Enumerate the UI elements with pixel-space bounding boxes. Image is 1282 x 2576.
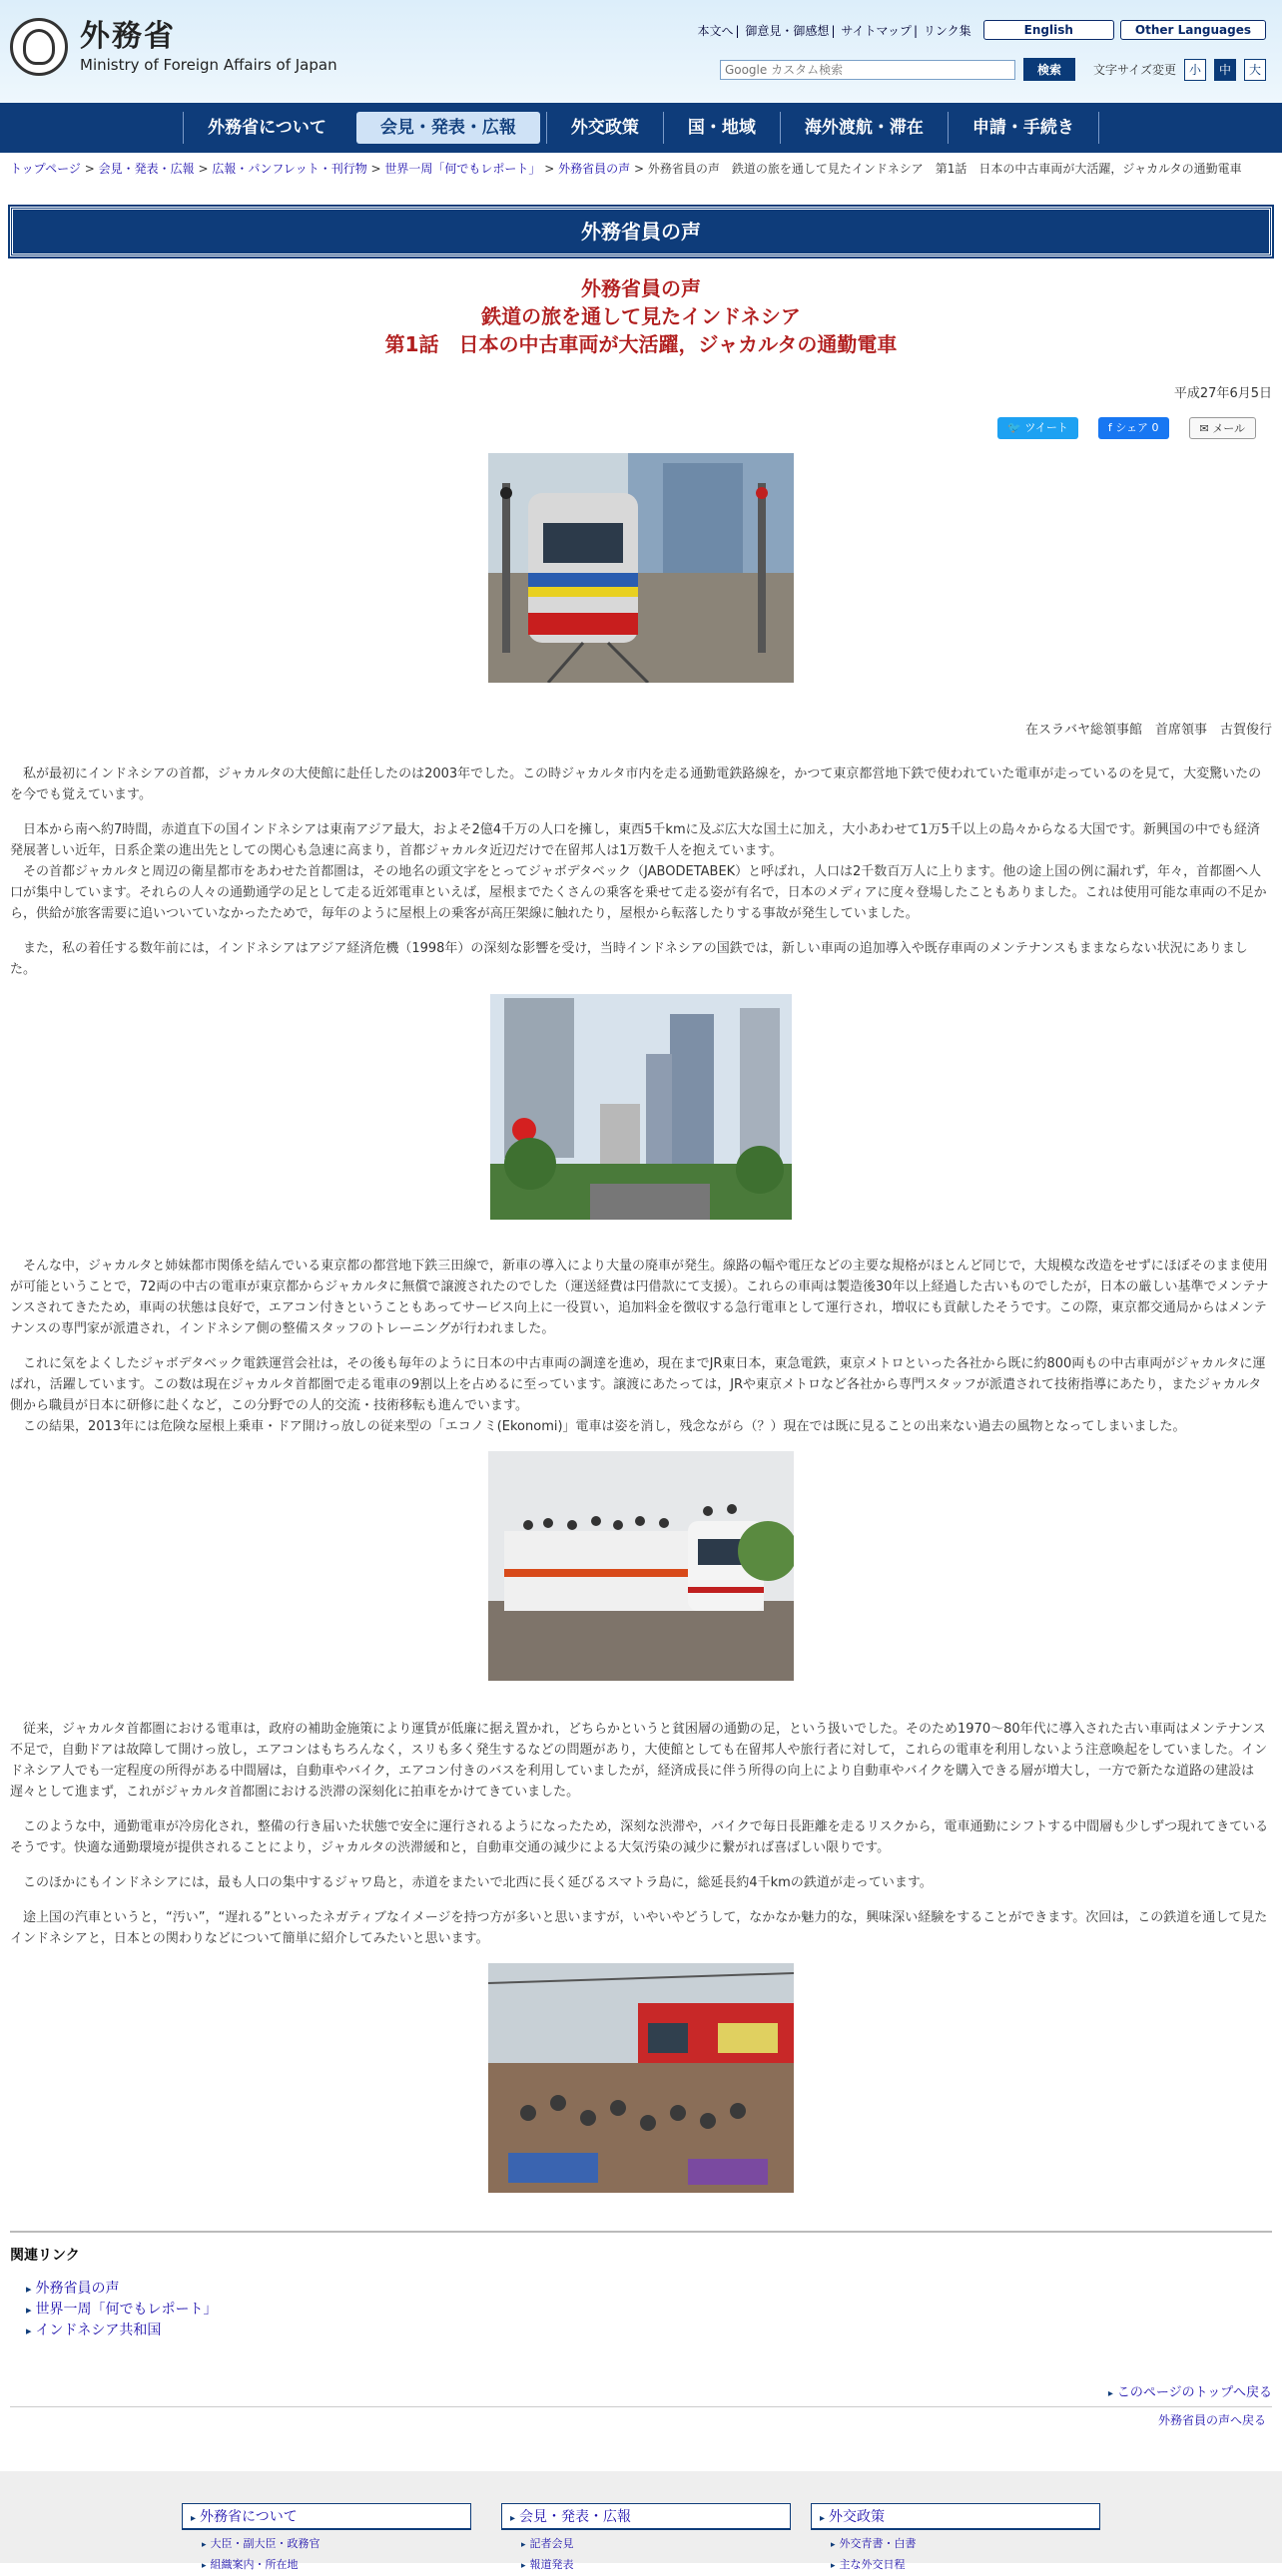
footer-col-press-title[interactable]: ▸ 会見・発表・広報 <box>501 2503 791 2530</box>
publish-date: 平成27年6月5日 <box>1173 386 1272 401</box>
paragraph-6: これに気をよくしたジャボデタベック電鉄運営会社は，その後も毎年のように日本の中古車両の調達を進め，現在までJR東日本，東急電鉄，東京メトロといった各社から既に約800両もの中古車両がジャカルタに運ばれ，活躍しています。この数は現在ジャカルタ首都圏で走る電車の9割以上を占めるに至っています。譲渡にあたっては，JRや東京メトロなど各社から専門スタッフが派遣されて技術指導にあたり，またジャカルタ側から職員が日本に研修に赴くなど，この分野での人的交流・技術移転も進んでいます。 <box>10 1356 1266 1413</box>
logo-japanese: 外務省 <box>80 19 176 54</box>
font-size-label: 文字サイズ変更 <box>1092 63 1176 77</box>
util-link-links[interactable]: リンク集 <box>923 23 971 38</box>
other-languages-button[interactable]: Other Languages <box>1120 20 1266 40</box>
search-input[interactable] <box>720 60 1015 80</box>
footer-link-press-release[interactable]: 報道発表 <box>529 2558 574 2571</box>
paragraph-2: 日本から南へ約7時間，赤道直下の国インドネシアは東南アジア最大，およそ2億4千万の人口を擁し，東西5千kmに及ぶ広大な国土に加え，大小あわせて1万5千以上の島々からなる大国です。新興国の中でも経済発展著しい近年，日系企業の進出先としての関心も急速に高まり，首都ジャカルタ近辺だけで在留邦人は1万数千人を抱えています。 <box>10 822 1260 858</box>
tweet-button[interactable]: 🐦 ツイート <box>997 417 1078 439</box>
paragraph-3: その首都ジャカルタと周辺の衛星都市をあわせた首都圏は，その地名の頭文字をとってジャボデタベック（JABODETABEK）と呼ばれ，人口は2千数百万人に上ります。他の途上国の例に漏れず，年々，首都圏へ人口が集中しています。それらの人々の通勤通学の足として走る近郊電車といえば，屋根までたくさんの乗客を乗せて走る姿が有名で，日本のメディアに度々登場したこともありました。これは使用可能な車両の不足から，供給が旅客需要に追いついていなかったためで，毎年のように屋根上の乗客が高圧架線に触れたり，屋根から転落したりする事故が発生していました。 <box>10 864 1267 921</box>
related-link-staff-voice[interactable]: 外務省員の声 <box>35 2281 120 2297</box>
author: 在スラバヤ総領事館 首席領事 古賀俊行 <box>1024 723 1272 738</box>
breadcrumb-link-press[interactable]: 会見・発表・広報 <box>98 162 195 176</box>
nav-policy[interactable]: 外交政策 <box>546 112 663 144</box>
back-link-row <box>0 2411 1282 2428</box>
footer-col-policy-title[interactable]: ▸ 外交政策 <box>811 2503 1100 2530</box>
font-size-large[interactable]: 大 <box>1244 59 1266 81</box>
util-link-main-content[interactable]: 本文へ <box>697 23 734 38</box>
related-links-heading: 関連リンク <box>10 2248 80 2264</box>
font-size-medium[interactable]: 中 <box>1214 59 1236 81</box>
article-title-line-2: 鉄道の旅を通して見たインドネシア <box>481 304 801 328</box>
breadcrumb-link-publications[interactable]: 広報・パンフレット・刊行物 <box>212 162 367 176</box>
mail-icon: ✉ <box>1199 422 1213 435</box>
search-row <box>720 58 1266 81</box>
paragraph-11: 途上国の汽車というと，“汚い”，“遅れる”といったネガティブなイメージを持つ方が多いと思いますが，いやいやどうして，なかなか魅力的な，興味深い経験をすることができます。次回は，この鉄道を通して見たインドネシアと，日本との関わりなどについて簡単に紹介してみたいと思います。 <box>10 1910 1268 1946</box>
paragraph-9: このような中，通勤電車が冷房化され，整備の行き届いた状態で安全に運行されるようになったため，深刻な渋滞や，バイクで毎日長距離を走るリスクから，電車通勤にシフトする中間層も少しずつ現れてきているそうです。快適な通勤環境が提供されることにより，ジャカルタの渋滞緩和と，自動車交通の減少による大気汚染の減少に繋がれば喜ばしい限りです。 <box>10 1819 1269 1855</box>
search-button[interactable]: 検索 <box>1023 58 1075 81</box>
breadcrumb-current: 外務省員の声 鉄道の旅を通して見たインドネシア 第1話 日本の中古車両が大活躍，ジャカルタの通勤電車 <box>647 162 1242 176</box>
mofa-seal-icon <box>10 18 68 76</box>
related-link-world-report[interactable]: 世界一周「何でもレポート」 <box>35 2302 218 2318</box>
nav-regions[interactable]: 国・地域 <box>663 112 780 144</box>
related-links <box>0 2265 1282 2341</box>
breadcrumb-link-staff-voice[interactable]: 外務省員の声 <box>558 162 631 176</box>
nav-press[interactable]: 会見・発表・広報 <box>356 112 540 144</box>
footer-col-press <box>501 2503 791 2576</box>
site-header <box>0 0 1282 103</box>
paragraph-10: このほかにもインドネシアには，最も人口の集中するジャワ島と，赤道をまたいで北西に長く延びるスマトラ島に，総延長約4千kmの鉄道が走っています。 <box>10 1875 933 1890</box>
breadcrumb: トップページ > 会見・発表・広報 > 広報・パンフレット・刊行物 > 世界一周「何でもレポート」 > 外務省員の声 > 外務省員の声 鉄道の旅を通して見たインドネシア 第1話 日本の中古車両が大活躍，ジャカルタの通勤電車 <box>10 162 1242 176</box>
photo-rooftop-train <box>488 1451 794 1681</box>
nav-procedures[interactable]: 申請・手続き <box>948 112 1099 144</box>
share-buttons <box>0 417 1282 439</box>
footer-col-about-title[interactable]: ▸ 外務省について <box>182 2503 471 2530</box>
nav-about[interactable]: 外務省について <box>183 112 350 144</box>
site-footer <box>0 2471 1282 2571</box>
article-title-line-1: 外務省員の声 <box>581 276 701 300</box>
photo-commuter-train <box>488 453 794 683</box>
footer-link-schedule[interactable]: 主な外交日程 <box>839 2558 906 2571</box>
footer-link-organization[interactable]: 組織案内・所在地 <box>210 2558 299 2571</box>
section-title-bar: 外務省員の声 <box>10 207 1272 257</box>
page-top-link-row <box>0 2381 1282 2400</box>
photo-jakarta-skyline <box>490 994 792 1220</box>
paragraph-8: 従来，ジャカルタ首都圏における電車は，政府の補助金施策により運賃が低廉に据え置かれ，どちらかというと貧困層の通勤の足，という扱いでした。そのため1970～80年代に導入された古い車両はメンテナンス不足で，自動ドアは故障して開けっ放し，エアコンはもちろんなく，スリも多く発生するなどの問題があり，大使館としても在留邦人や旅行者に対して，これらの電車を利用しないよう注意喚起をしていました。インドネシア人でも一定程度の所得がある中間層は，自動車やバイク，エアコン付きのバスを利用していましたが，経済成長に伴う所得の向上により自動車やバイクを購入できる層が増大し，一方で新たな道路の建設は遅々として進まず，これがジャカルタ首都圏における渋滞の深刻化に拍車をかけてきていました。 <box>10 1722 1268 1800</box>
photo-track-market <box>488 1963 794 2193</box>
back-to-staff-voice-link[interactable]: 外務省員の声へ戻る <box>1157 2413 1266 2427</box>
utility-links: 本文へ | 御意見・御感想 | サイトマップ | リンク集 English Other Languages <box>698 20 1266 40</box>
paragraph-7: この結果，2013年には危険な屋根上乗車・ドア開けっ放しの従来型の「エコノミ(Ekonomi)」電車は姿を消し，残念ながら（？）現在では既に見ることの出来ない過去の風物となってしまいました。 <box>10 1419 1186 1434</box>
footer-col-policy <box>811 2503 1100 2576</box>
logo-english: Ministry of Foreign Affairs of Japan <box>80 56 337 74</box>
paragraph-4: また，私の着任する数年前には，インドネシアはアジア経済危機（1998年）の深刻な影響を受け，当時インドネシアの国鉄では，新しい車両の追加導入や既存車両のメンテナンスもままならない状況にありました。 <box>10 941 1248 977</box>
footer-col-about <box>182 2503 471 2576</box>
facebook-share-button[interactable]: f シェア 0 <box>1098 417 1169 439</box>
article-title <box>0 274 1282 358</box>
footer-divider <box>10 2406 1272 2407</box>
english-button[interactable]: English <box>983 20 1114 40</box>
global-nav <box>0 103 1282 153</box>
footer-link-ministers[interactable]: 大臣・副大臣・政務官 <box>210 2537 320 2550</box>
page-top-link[interactable]: このページのトップへ戻る <box>1116 2385 1272 2400</box>
related-link-indonesia[interactable]: インドネシア共和国 <box>35 2322 162 2338</box>
breadcrumb-link-world-report[interactable]: 世界一周「何でもレポート」 <box>384 162 541 176</box>
paragraph-1: 私が最初にインドネシアの首都，ジャカルタの大使館に赴任したのは2003年でした。この時ジャカルタ市内を走る通勤電鉄路線を，かつて東京都営地下鉄で使われていた電車が走っているのを見て，大変驚いたのを今でも覚えています。 <box>10 767 1262 802</box>
paragraph-5: そんな中，ジャカルタと姉妹都市関係を結んでいる東京都の都営地下鉄三田線で，新車の導入により大量の廃車が発生。線路の幅や電圧などの主要な規格がほとんど同じで，大規模な改造をせずにほぼそのまま使用が可能ということで，72両の中古の電車が東京都からジャカルタに無償で譲渡されたのでした（運送経費は円借款にて支援）。これらの車両は製造後30年以上経過した古いものでしたが，日本の厳しい基準でメンテナンスされてきたため，車両の状態は良好で，エアコン付きということもあってサービス向上に一役買い，追加料金を徴収する急行電車として運行され，増収にも貢献したそうです。この際，東京都交通局からはメンテナンスの専門家が派遣され，インドネシア側の整備スタッフのトレーニングが行われました。 <box>10 1259 1269 1336</box>
footer-link-bluebook[interactable]: 外交青書・白書 <box>839 2537 917 2550</box>
twitter-icon: 🐦 <box>1007 421 1025 434</box>
site-logo[interactable] <box>10 18 337 76</box>
nav-overseas[interactable]: 海外渡航・滞在 <box>780 112 948 144</box>
util-link-sitemap[interactable]: サイトマップ <box>841 23 912 38</box>
article-title-line-3: 第1話 日本の中古車両が大活躍，ジャカルタの通勤電車 <box>384 332 898 356</box>
facebook-icon: f <box>1107 421 1116 434</box>
mail-button[interactable]: ✉ メール <box>1189 417 1257 439</box>
footer-link-press-conference[interactable]: 記者会見 <box>529 2537 574 2550</box>
breadcrumb-link-top[interactable]: トップページ <box>10 162 81 176</box>
font-size-small[interactable]: 小 <box>1184 59 1206 81</box>
util-link-feedback[interactable]: 御意見・御感想 <box>745 23 830 38</box>
